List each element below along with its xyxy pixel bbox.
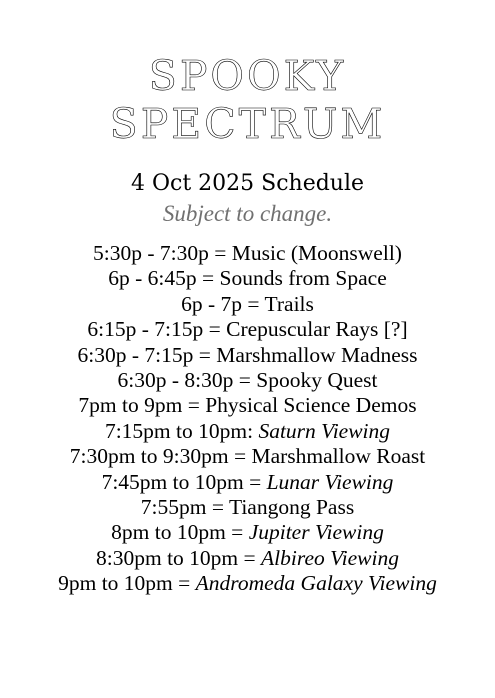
schedule-event: Andromeda Galaxy Viewing	[195, 571, 437, 596]
schedule-item	[0, 444, 495, 469]
schedule-item	[0, 343, 495, 368]
schedule-item	[0, 470, 495, 495]
schedule-event: Music (Moonswell)	[231, 241, 402, 265]
schedule-item	[0, 419, 495, 444]
schedule-time: 8pm to 10pm =	[111, 520, 249, 545]
schedule-time: 6p - 7p =	[181, 291, 265, 316]
schedule-event: Saturn Viewing	[258, 418, 391, 443]
schedule-time: 6:30p - 7:15p =	[77, 342, 217, 367]
schedule-time: 5:30p - 7:30p =	[93, 241, 232, 265]
date-heading: 4 Oct 2025 Schedule	[130, 171, 365, 196]
schedule-event: Marshmallow Roast	[251, 444, 426, 469]
schedule-event: Crepuscular Rays [?]	[226, 317, 408, 342]
schedule-event: Jupiter Viewing	[248, 520, 384, 545]
schedule-time: 7:55pm =	[140, 495, 229, 520]
schedule-item	[0, 520, 495, 545]
schedule-event: Trails	[264, 291, 314, 316]
title-line-2: SPECTRUM	[109, 100, 386, 148]
schedule-time: 8:30pm to 10pm =	[96, 545, 262, 570]
schedule-event: Lunar Viewing	[266, 469, 394, 494]
schedule-item	[0, 546, 495, 571]
schedule-time: 6:15p - 7:15p =	[87, 317, 227, 342]
schedule-event: Sounds from Space	[219, 266, 387, 291]
schedule-event: Albireo Viewing	[261, 545, 399, 570]
schedule-item	[0, 495, 495, 520]
schedule-item	[0, 317, 495, 342]
schedule-event: Physical Science Demos	[205, 393, 417, 418]
schedule-time: 7:30pm to 9:30pm =	[69, 444, 252, 469]
schedule-list	[0, 241, 495, 597]
schedule-event: Spooky Quest	[256, 368, 378, 393]
schedule-item	[0, 241, 495, 266]
subtitle: Subject to change.	[162, 201, 333, 226]
schedule-item	[0, 292, 495, 317]
schedule-time: 7:45pm to 10pm =	[101, 469, 267, 494]
schedule-event: Marshmallow Madness	[216, 342, 418, 367]
schedule-event: Tiangong Pass	[228, 495, 355, 520]
schedule-item	[0, 393, 495, 418]
title-line-1: SPOOKY	[148, 52, 347, 100]
schedule-time: 6p - 6:45p =	[108, 266, 220, 291]
schedule-time: 9pm to 10pm =	[58, 571, 196, 596]
schedule-item	[0, 368, 495, 393]
schedule-time: 7pm to 9pm =	[78, 393, 206, 418]
schedule-item	[0, 571, 495, 596]
schedule-time: 7:15pm to 10pm:	[104, 418, 259, 443]
schedule-item	[0, 266, 495, 291]
schedule-time: 6:30p - 8:30p =	[117, 368, 257, 393]
